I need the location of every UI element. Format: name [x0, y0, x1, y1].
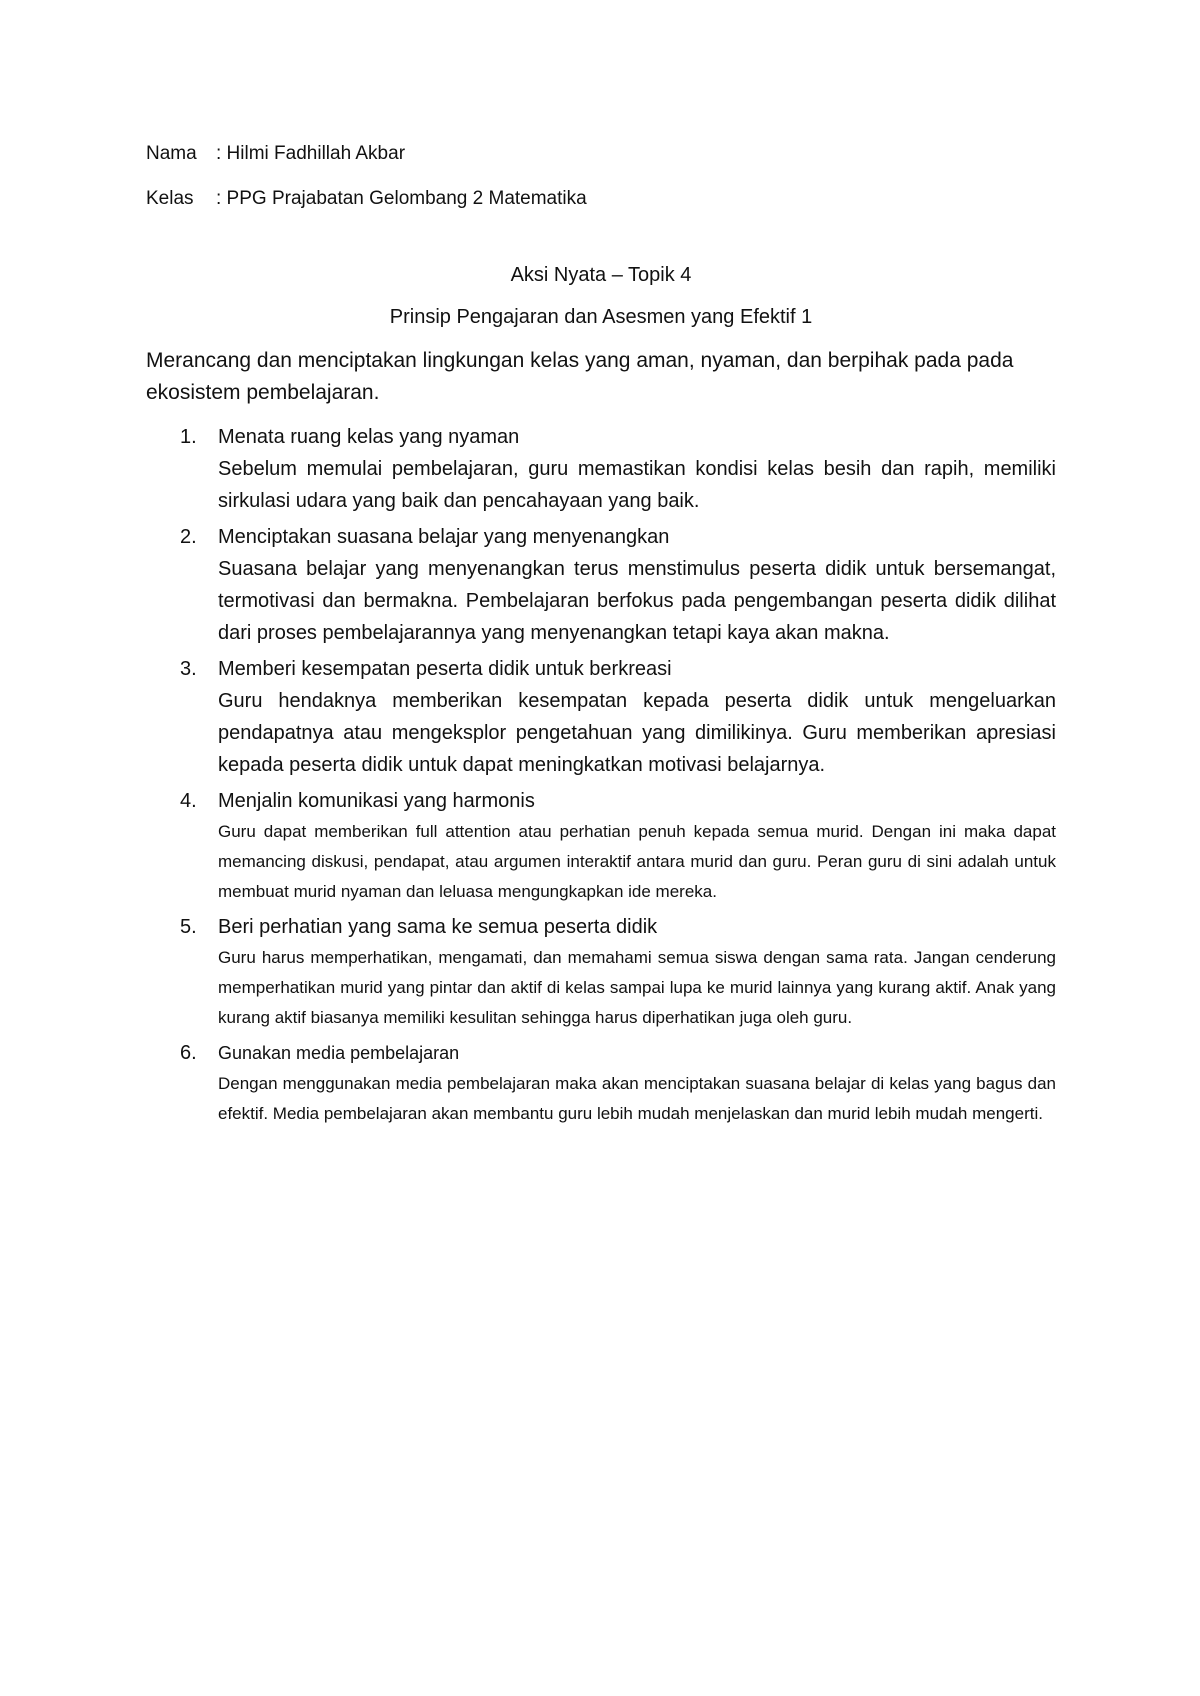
list-item: [180, 911, 1056, 1033]
list-item: [180, 421, 1056, 517]
item-heading: Gunakan media pembelajaran: [218, 1043, 460, 1063]
numbered-list: [146, 421, 1056, 1129]
item-body: Suasana belajar yang menyenangkan terus menstimulus peserta didik untuk bersemangat, termotivasi dan bermakna. Pembelajaran berfokus pada pengembangan peserta didik dilihat dari proses pembelajarannya yang menyenangkan tetapi kaya akan makna.: [218, 558, 1056, 644]
name-label: Nama: [146, 143, 197, 164]
document-title: Aksi Nyata – Topik 4: [510, 264, 692, 286]
class-value: : PPG Prajabatan Gelombang 2 Matematika: [216, 188, 587, 209]
document-subtitle: Prinsip Pengajaran dan Asesmen yang Efektif 1: [389, 306, 813, 328]
class-row: [146, 185, 1056, 213]
list-item: [180, 653, 1056, 781]
item-number: 5.: [180, 916, 197, 938]
item-body: Sebelum memulai pembelajaran, guru memastikan kondisi kelas besih dan rapih, memiliki sirkulasi udara yang baik dan pencahayaan yang baik.: [218, 458, 1056, 512]
item-number: 3.: [180, 658, 197, 680]
item-heading: Menata ruang kelas yang nyaman: [218, 426, 520, 448]
item-body: Guru hendaknya memberikan kesempatan kepada peserta didik untuk mengeluarkan pendapatnya atau mengeksplor pengetahuan yang dimilikinya. Guru memberikan apresiasi kepada peserta didik untuk dapat meningkatkan motivasi belajarnya.: [218, 690, 1056, 776]
item-heading: Beri perhatian yang sama ke semua peserta didik: [218, 916, 658, 938]
name-row: [146, 140, 1056, 168]
item-body: Dengan menggunakan media pembelajaran maka akan menciptakan suasana belajar di kelas yang bagus dan efektif. Media pembelajaran akan membantu guru lebih mudah menjelaskan dan murid lebih mudah mengerti.: [218, 1074, 1056, 1123]
item-heading: Menjalin komunikasi yang harmonis: [218, 790, 535, 812]
item-number: 2.: [180, 526, 197, 548]
list-item: [180, 785, 1056, 907]
item-number: 6.: [180, 1042, 197, 1064]
intro-paragraph: Merancang dan menciptakan lingkungan kelas yang aman, nyaman, dan berpihak pada pada ekosistem pembelajaran.: [146, 349, 1014, 404]
list-item: [180, 521, 1056, 649]
item-body: Guru harus memperhatikan, mengamati, dan memahami semua siswa dengan sama rata. Jangan cenderung memperhatikan murid yang pintar dan aktif di kelas sampai lupa ke murid lainnya yang kurang aktif. Anak yang kurang aktif biasanya memiliki kesulitan sehingga harus diperhatikan juga oleh guru.: [218, 948, 1056, 1027]
item-heading: Menciptakan suasana belajar yang menyenangkan: [218, 526, 670, 548]
list-item: [180, 1037, 1056, 1129]
document-page: [146, 140, 1056, 1133]
item-number: 4.: [180, 790, 197, 812]
item-body: Guru dapat memberikan full attention atau perhatian penuh kepada semua murid. Dengan ini maka dapat memancing diskusi, pendapat, atau argumen interaktif antara murid dan guru. Peran guru di sini adalah untuk membuat murid nyaman dan leluasa mengungkapkan ide mereka.: [218, 822, 1056, 901]
item-number: 1.: [180, 426, 197, 448]
class-label: Kelas: [146, 188, 194, 209]
item-heading: Memberi kesempatan peserta didik untuk berkreasi: [218, 658, 672, 680]
name-value: : Hilmi Fadhillah Akbar: [216, 143, 406, 164]
